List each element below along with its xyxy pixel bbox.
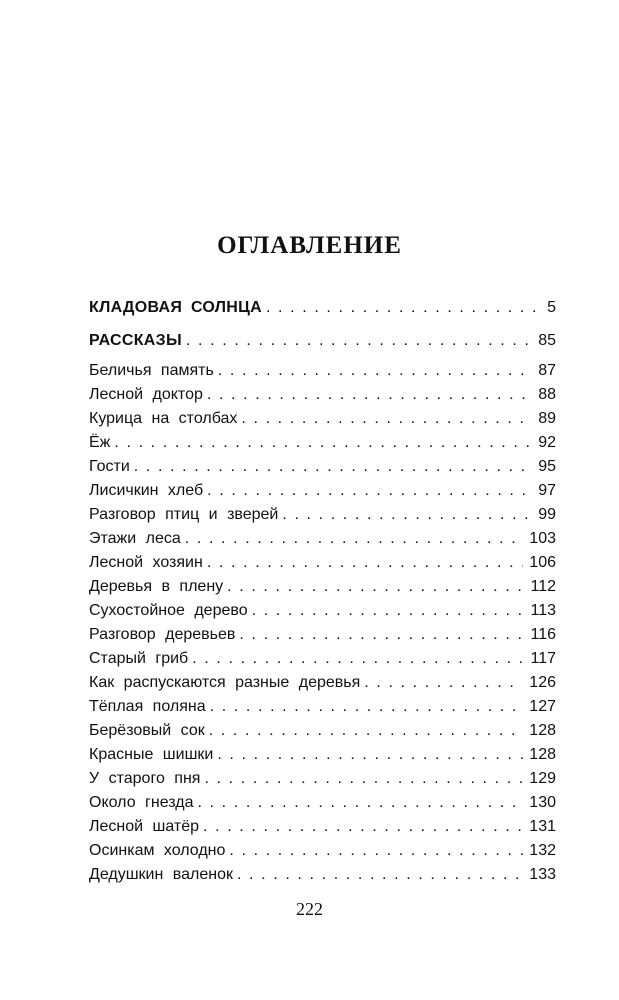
toc-entry <box>89 791 556 815</box>
toc-entry-page: 126 <box>529 674 556 691</box>
toc-entry <box>89 479 556 503</box>
table-of-contents <box>89 296 556 887</box>
toc-entry-page: 127 <box>529 698 556 715</box>
dot-leader <box>114 431 532 455</box>
page-title: ОГЛАВЛЕНИЕ <box>217 232 402 259</box>
toc-entry <box>89 671 556 695</box>
toc-entry-page: 131 <box>529 818 556 835</box>
toc-entry-title: Разговор деревьев <box>89 626 236 643</box>
dot-leader <box>252 599 525 623</box>
toc-entry <box>89 719 556 743</box>
toc-entry-page: 89 <box>538 410 556 427</box>
toc-entry <box>89 455 556 479</box>
dot-leader <box>241 407 532 431</box>
toc-entry <box>89 743 556 767</box>
dot-leader <box>185 527 524 551</box>
toc-entry-title: Курица на столбах <box>89 410 238 427</box>
toc-entry <box>89 623 556 647</box>
toc-entry-page: 113 <box>530 602 556 619</box>
toc-entry <box>89 359 556 383</box>
toc-entry-title: Лисичкин хлеб <box>89 482 204 499</box>
dot-leader <box>227 575 524 599</box>
toc-entry-page: 129 <box>529 770 556 787</box>
toc-entry-page: 133 <box>529 866 556 883</box>
toc-entry <box>89 503 556 527</box>
page-number: 222 <box>296 899 323 919</box>
dot-leader <box>207 479 532 503</box>
toc-entry-page: 103 <box>529 530 556 547</box>
toc-entry <box>89 551 556 575</box>
dot-leader <box>237 863 523 887</box>
dot-leader <box>197 791 523 815</box>
toc-entry-page: 106 <box>529 554 556 571</box>
toc-entry <box>89 383 556 407</box>
toc-entry-title: Беличья память <box>89 362 214 379</box>
toc-entry <box>89 863 556 887</box>
dot-leader <box>207 383 532 407</box>
dot-leader <box>266 296 541 320</box>
toc-entry <box>89 839 556 863</box>
toc-section-entry <box>89 296 556 320</box>
toc-entry <box>89 431 556 455</box>
toc-entry-title: Разговор птиц и зверей <box>89 506 279 523</box>
toc-entry-title: Как распускаются разные деревья <box>89 674 361 691</box>
toc-entry-title: У старого пня <box>89 770 201 787</box>
toc-entry-page: 117 <box>530 650 556 667</box>
dot-leader <box>239 623 524 647</box>
toc-entry-title: Лесной шатёр <box>89 818 200 835</box>
toc-entry-page: 97 <box>538 482 556 499</box>
toc-entry-title: Красные шишки <box>89 746 214 763</box>
dot-leader <box>192 647 524 671</box>
toc-entry-page: 99 <box>538 506 556 523</box>
dot-leader <box>207 551 523 575</box>
toc-entry-title: Около гнезда <box>89 794 194 811</box>
toc-entry-page: 92 <box>538 434 556 451</box>
toc-entry <box>89 407 556 431</box>
toc-entry-page: 95 <box>538 458 556 475</box>
toc-entry-page: 132 <box>529 842 556 859</box>
toc-entry-title: Осинкам холодно <box>89 842 226 859</box>
toc-entry-title: Берёзовый сок <box>89 722 205 739</box>
dot-leader <box>204 767 523 791</box>
dot-leader <box>186 329 532 353</box>
toc-entry-title: Лесной доктор <box>89 386 203 403</box>
toc-entry-page: 5 <box>547 299 556 316</box>
toc-entry-page: 112 <box>530 578 556 595</box>
toc-entry-page: 130 <box>529 794 556 811</box>
toc-entry <box>89 695 556 719</box>
toc-entry <box>89 527 556 551</box>
toc-entry-title: Старый гриб <box>89 650 189 667</box>
toc-entry-page: 116 <box>530 626 556 643</box>
toc-entry-title: Гости <box>89 458 130 475</box>
dot-leader <box>210 695 524 719</box>
toc-entry <box>89 599 556 623</box>
toc-entry-page: 88 <box>538 386 556 403</box>
toc-entry <box>89 647 556 671</box>
toc-entry-title: Этажи леса <box>89 530 181 547</box>
toc-entry-page: 128 <box>529 722 556 739</box>
dot-leader <box>364 671 523 695</box>
dot-leader <box>282 503 532 527</box>
toc-entry-title: Сухостойное дерево <box>89 602 248 619</box>
dot-leader <box>209 719 524 743</box>
toc-story-list <box>89 359 556 887</box>
dot-leader <box>134 455 532 479</box>
dot-leader <box>217 743 523 767</box>
toc-entry-title: Ёж <box>89 434 111 451</box>
toc-entry-title: Лесной хозяин <box>89 554 203 571</box>
toc-entry-title: Дедушкин валенок <box>89 866 233 883</box>
dot-leader <box>203 815 523 839</box>
toc-entry-title: Тёплая поляна <box>89 698 206 715</box>
dot-leader <box>229 839 523 863</box>
toc-entry <box>89 815 556 839</box>
toc-entry-page: 128 <box>529 746 556 763</box>
toc-entry-title: Деревья в плену <box>89 578 224 595</box>
toc-entry-title: РАССКАЗЫ <box>89 332 182 349</box>
toc-entry-title: КЛАДОВАЯ СОЛНЦА <box>89 299 262 316</box>
dot-leader <box>218 359 532 383</box>
toc-section-entry <box>89 329 556 353</box>
toc-entry <box>89 767 556 791</box>
toc-entry-page: 85 <box>538 332 556 349</box>
toc-entry-page: 87 <box>538 362 556 379</box>
toc-entry <box>89 575 556 599</box>
